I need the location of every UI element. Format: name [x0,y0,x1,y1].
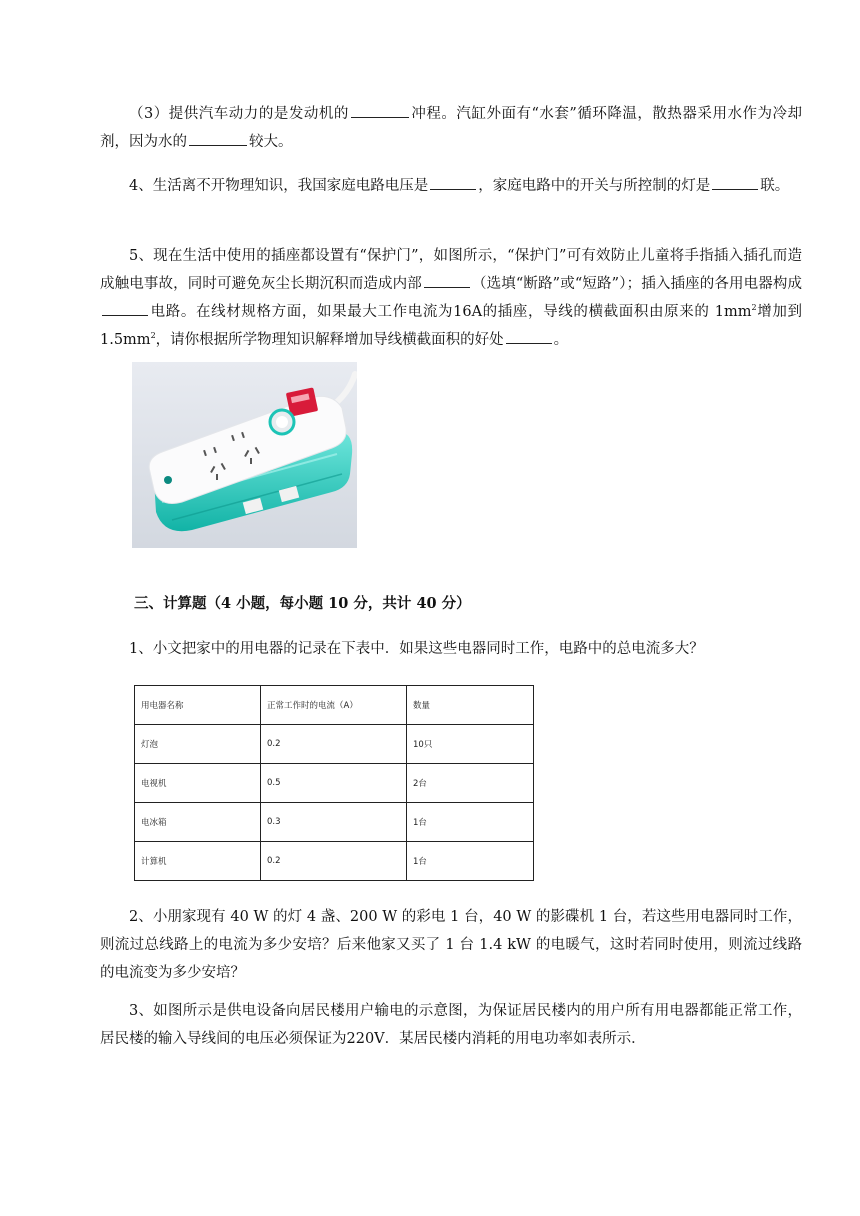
table-header-cell: 数量 [407,686,534,725]
answer-blank[interactable] [430,175,476,190]
table-header-cell: 正常工作时的电流（A） [261,686,407,725]
table-cell: 0.5 [261,764,407,803]
table-row [135,842,534,881]
appliance-table [134,685,534,881]
table-cell: 1台 [407,803,534,842]
table-cell: 电冰箱 [135,803,261,842]
question-5-paragraph [100,242,802,354]
question-3-paragraph [100,100,802,156]
q5-text-part1: 5、现在生活中使用的插座都设置有“保护门”，如图所示，“保护门”可有效防止儿童将手指插入插孔而造成触电事故，同时可避免灰尘长期沉积而造成内部 [100,248,802,292]
q5-text-part5: ，请你根据所学物理知识解释增加导线横截面积的好处 [155,332,504,348]
answer-blank[interactable] [102,301,148,316]
q5-text-part4: 增加到 1.5mm [100,304,803,348]
q5-text-part3: 电路。在线材规格方面，如果最大工作电流为16A的插座，导线的横截面积由原来的 1mm [150,304,752,320]
table-cell: 0.2 [261,725,407,764]
calc-question-1: 1、小文把家中的用电器的记录在下表中．如果这些电器同时工作，电路中的总电流多大？ [129,641,704,657]
q3-text-prefix: （3）提供汽车动力的是发动机的 [129,106,349,122]
answer-blank[interactable] [424,273,470,288]
answer-blank[interactable] [189,131,247,146]
table-cell: 灯泡 [135,725,261,764]
table-row [135,803,534,842]
table-cell: 计算机 [135,842,261,881]
q3-text-suffix: 较大。 [249,134,293,150]
superscript: 2 [751,303,757,313]
q5-text-part6: 。 [553,332,569,348]
answer-blank[interactable] [712,175,758,190]
table-cell: 2台 [407,764,534,803]
table-cell: 0.3 [261,803,407,842]
table-row [135,764,534,803]
table-cell: 10只 [407,725,534,764]
answer-blank[interactable] [506,329,552,344]
table-header-row [135,686,534,725]
q4-text-prefix: 4、生活离不开物理知识，我国家庭电路电压是 [129,178,429,194]
superscript: 2 [150,331,156,341]
q4-text-mid: ，家庭电路中的开关与所控制的灯是 [478,178,711,194]
table-cell: 1台 [407,842,534,881]
q5-text-part2: （选填“断路”或“短路”）；插入插座的各用电器构成 [471,276,803,292]
calc-question-2: 2、小朋家现有 40 W 的灯 4 盏、200 W 的彩电 1 台，40 W 的影碟机 1 台，若这些用电器同时工作，则流过总线路上的电流为多少安培？后来他家又买了 1 台 1.4 kW 的电暖气，这时若同时使用，则流过线路的电流变为多少安培？ [100,909,802,981]
q4-text-suffix: 联。 [760,178,790,194]
table-row [135,725,534,764]
power-strip-photo [132,362,357,548]
calc-question-3: 3、如图所示是供电设备向居民楼用户输电的示意图，为保证居民楼内的用户所有用电器都能正常工作，居民楼的输入导线间的电压必须保证为220V．某居民楼内消耗的用电功率如表所示． [100,1003,802,1047]
section-heading: 三、计算题（4 小题，每小题 10 分，共计 40 分） [134,595,471,612]
table-cell: 电视机 [135,764,261,803]
table-header-cell: 用电器名称 [135,686,261,725]
q3-text-mid: 冲程。汽缸外面有“水套”循环降温，散热器采用水作为冷却剂，因为水的 [100,106,802,150]
question-4-paragraph [100,172,802,200]
table-cell: 0.2 [261,842,407,881]
answer-blank[interactable] [351,103,409,118]
